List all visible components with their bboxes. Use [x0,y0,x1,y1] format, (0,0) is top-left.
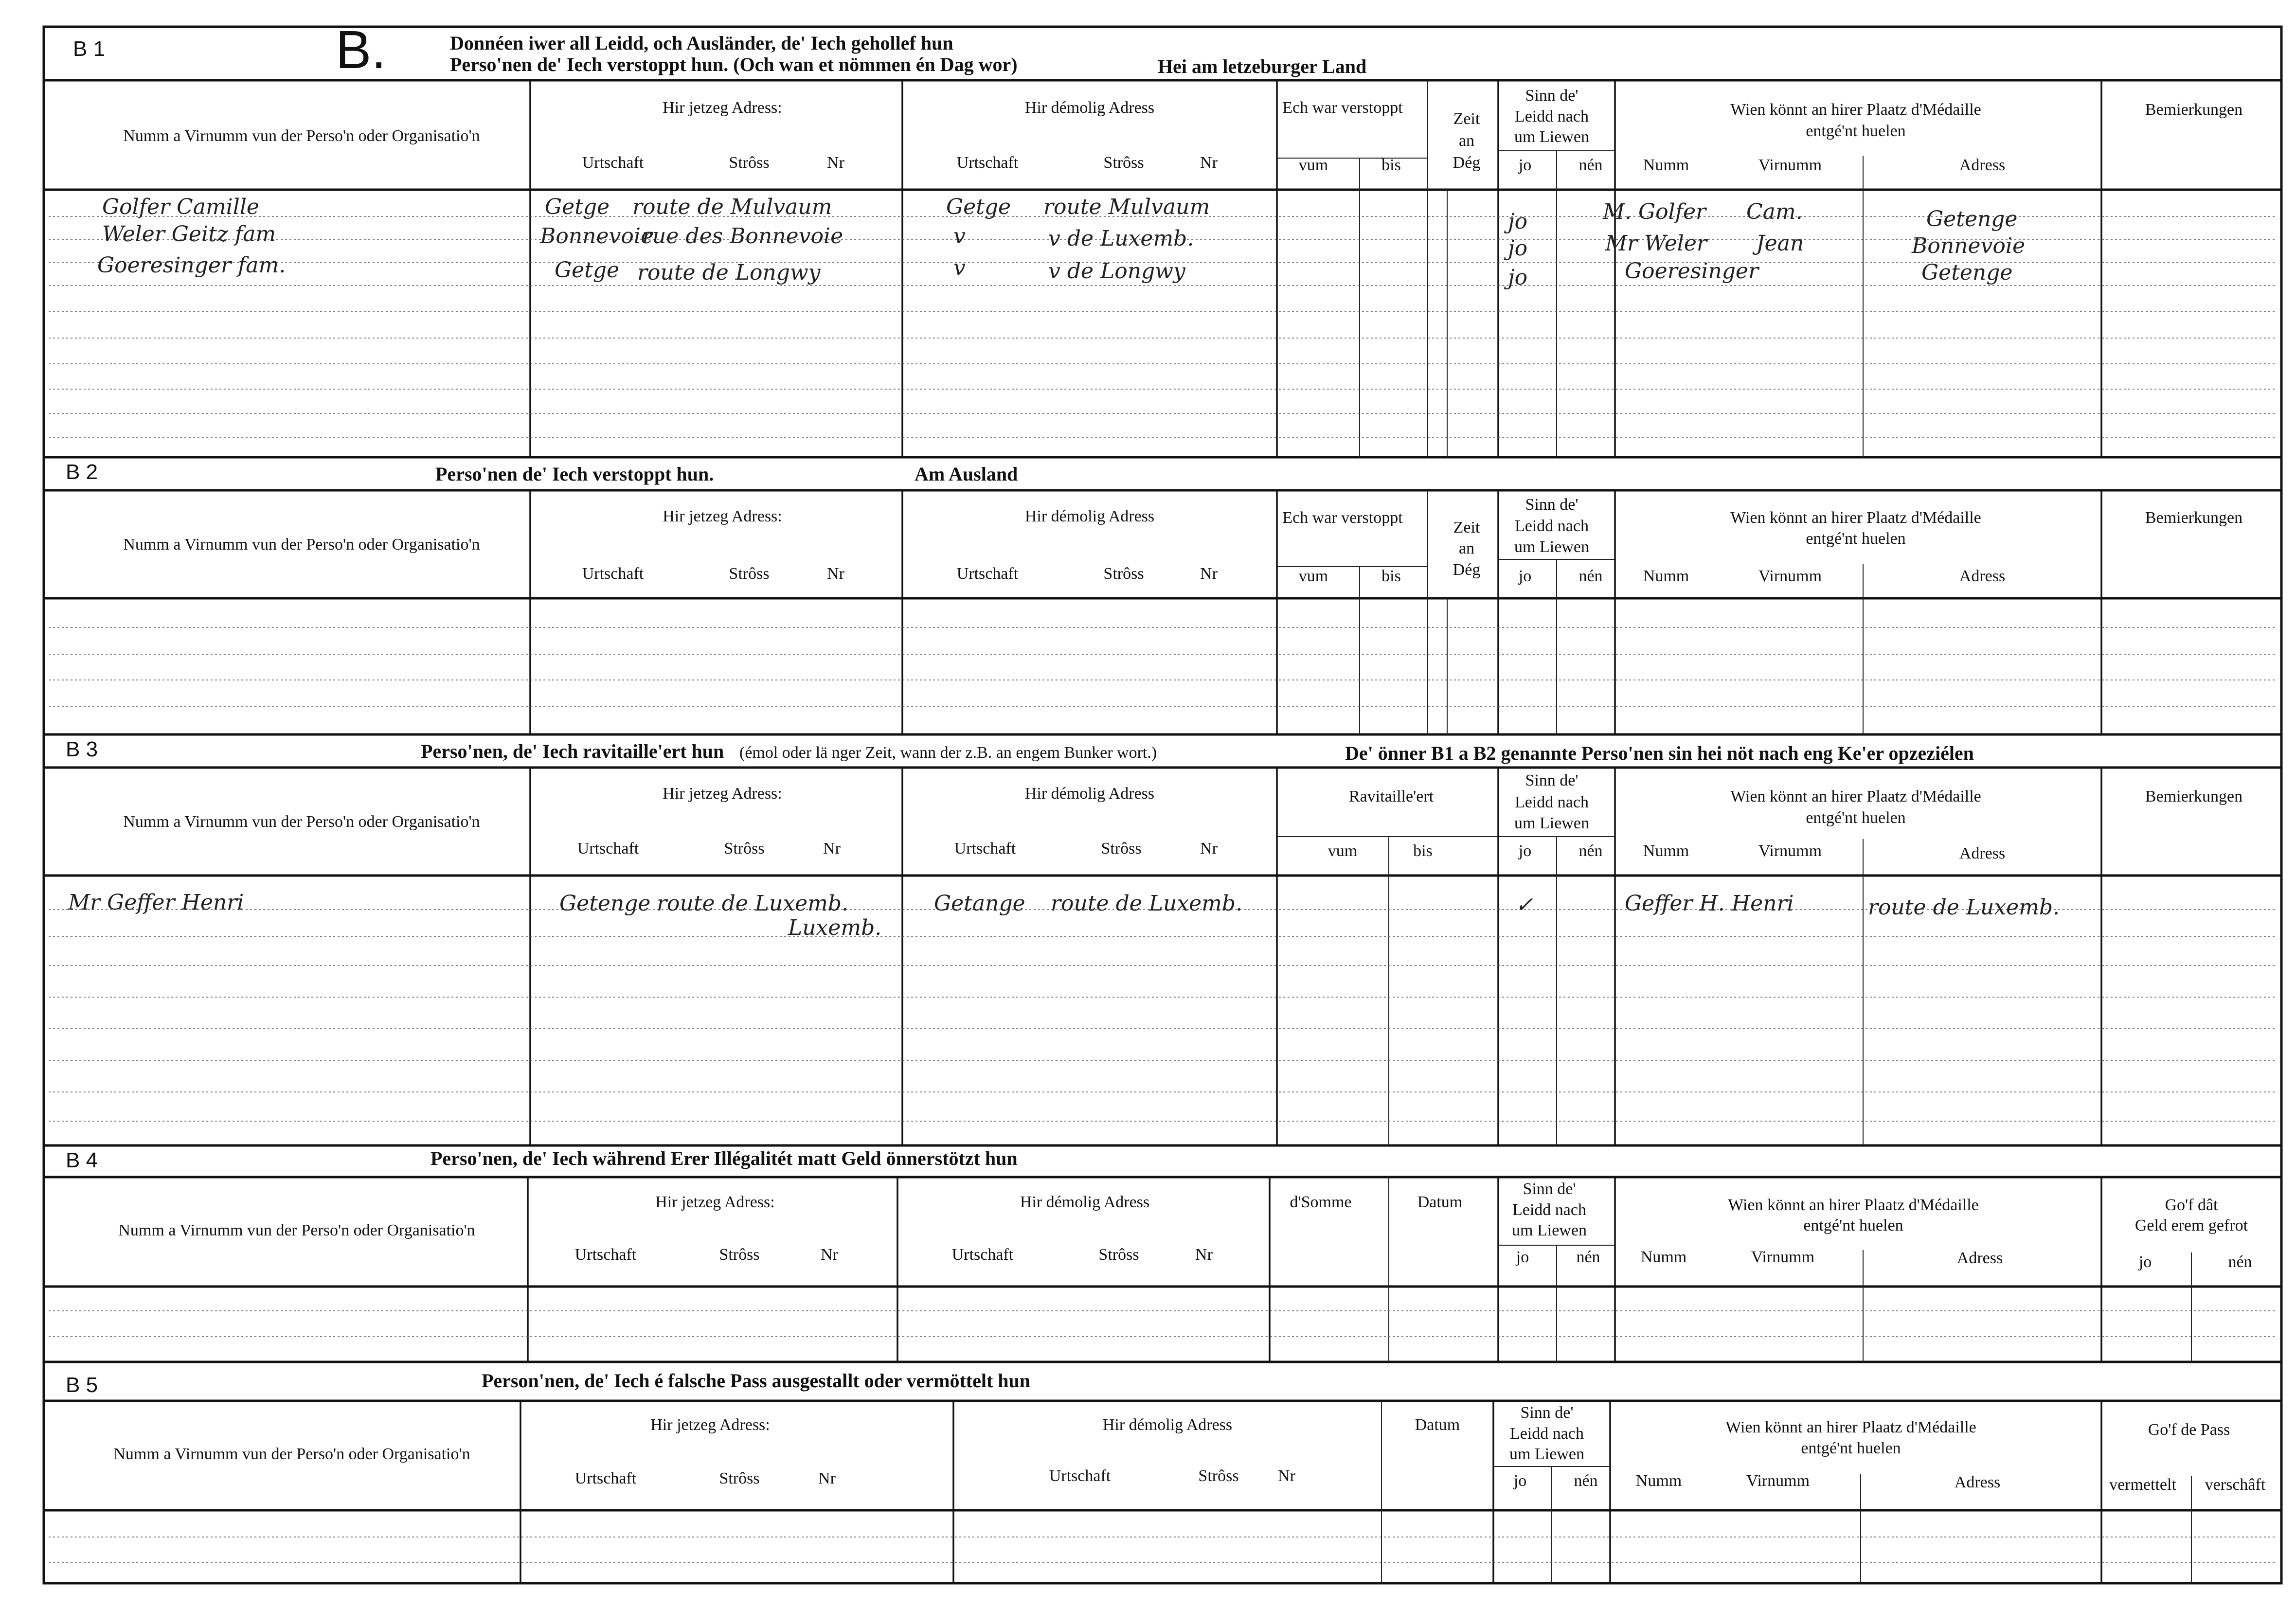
b4-nr-1: Nr [821,1246,838,1264]
b1-row2-name: Weler Geitz fam [102,222,276,247]
b3-medal-header-1: Wien könnt an hirer Plaatz d'Médaille [1730,787,1981,805]
b3-stross-2: Strôss [1101,840,1142,858]
b1-vum: vum [1298,156,1328,174]
b4-former-address-header: Hir démolig Adress [1020,1193,1150,1211]
b3-nr-1: Nr [823,840,841,858]
b4-numm: Numm [1640,1248,1687,1266]
b2-former-address-header: Hir démolig Adress [1024,507,1155,525]
b1-row1-medal-addr: Getenge [1926,207,2018,232]
b3-row1-old-town: Getange [934,891,1025,916]
b3-medal-header-2: entgé'nt huelen [1806,809,1906,827]
b4-medal-header-1: Wien könnt an hirer Plaatz d'Médaille [1728,1196,1979,1214]
b1-row3-name: Goeresinger fam. [97,253,286,278]
section-b2 [44,460,2281,734]
b2-vum: vum [1298,567,1328,585]
b3-adress: Adress [1959,844,2006,862]
b3-former-address-header: Hir démolig Adress [1024,785,1155,803]
b5-medal-header-2: entgé'nt huelen [1801,1439,1901,1457]
b1-row1-old-town: Getge [946,195,1011,219]
b2-numm: Numm [1643,567,1689,585]
b4-nen: nén [1576,1248,1600,1266]
b1-bis: bis [1381,156,1401,174]
b1-row3-old-street: v de Longwy [1048,259,1185,284]
b3-alive-header-3: um Liewen [1514,814,1589,832]
b2-jo: jo [1518,567,1532,585]
b3-row-1 [68,890,2060,940]
section-code-b4: B 4 [66,1148,98,1172]
section-code-b3: B 3 [66,737,98,761]
b1-row3-alive: jo [1508,265,1528,290]
b5-made: verschâft [2205,1476,2266,1494]
b1-alive-header-3: um Liewen [1514,128,1589,146]
b2-alive-header-1: Sinn de' [1525,496,1578,514]
b3-stross-1: Strôss [724,840,765,858]
section-code-b1: B 1 [73,37,106,61]
b1-row2-medal-name: Mr Weler [1605,231,1707,256]
b4-alive-header-2: Leidd nach [1512,1201,1586,1219]
b1-row-2 [102,222,2025,261]
section-code-b2: B 2 [66,460,98,484]
b1-alive-header-1: Sinn de' [1525,87,1578,105]
b3-row1-alive: ✓ [1515,893,1533,917]
b1-row2-old-town: v [953,224,966,249]
b2-nen: nén [1578,567,1603,585]
b3-row1-cur-street2: Luxemb. [788,915,882,940]
b3-row1-name: Mr Geffer Henri [68,890,244,915]
b4-alive-header-3: um Liewen [1512,1221,1587,1239]
b1-row1-medal-first: Cam. [1746,199,1803,224]
section-b1 [44,20,2281,457]
b1-row1-alive: jo [1508,209,1528,234]
b1-row1-medal-name: M. Golfer [1603,199,1706,224]
b2-adress: Adress [1959,567,2006,585]
b5-alive-header-2: Leidd nach [1510,1425,1584,1443]
b3-row1-medal-addr: route de Luxemb. [1868,895,2060,920]
b3-alive-header-1: Sinn de' [1525,771,1578,789]
b1-days-header-2: an [1458,132,1475,150]
b1-urtschaft-2: Urtschaft [956,154,1019,172]
b5-stross-1: Strôss [719,1469,760,1487]
b3-row1-cur-street: route de Luxemb. [657,891,849,916]
b5-numm: Numm [1635,1472,1682,1490]
b3-urtschaft-1: Urtschaft [577,840,639,858]
b5-jo: jo [1513,1472,1527,1490]
b4-returned-header-2: Geld erem gefrot [2135,1216,2248,1234]
section-b4 [44,1147,2281,1362]
b4-title: Perso'nen, de' Iech während Erer Illégalitét matt Geld önnerstötzt hun [430,1147,1018,1169]
b5-urtschaft-2: Urtschaft [1049,1467,1111,1485]
b1-nen: nén [1578,156,1603,174]
b3-title: Perso'nen, de' Iech ravitaille'ert hun [421,740,724,762]
b2-virnumm: Virnumm [1758,567,1822,585]
b3-urtschaft-2: Urtschaft [954,840,1016,858]
b4-jo: jo [1516,1248,1529,1266]
b3-row1-old-street: route de Luxemb. [1051,891,1243,916]
b2-alive-header-2: Leidd nach [1515,517,1589,535]
b1-row2-alive: jo [1508,236,1528,261]
b1-virnumm: Virnumm [1758,156,1822,174]
b5-name-header: Numm a Virnumm vun der Perso'n oder Organisatio'n [113,1445,470,1463]
b1-adress: Adress [1959,156,2006,174]
form-letter: B. [336,20,386,80]
b1-medal-header-2: entgé'nt huelen [1806,122,1906,140]
b1-days-header-1: Zeit [1453,110,1480,128]
b1-row1-old-street: route Mulvaum [1043,195,1210,219]
b4-adress: Adress [1956,1249,2003,1267]
b5-date-header: Datum [1415,1416,1460,1434]
b4-current-address-header: Hir jetzeg Adress: [655,1193,775,1211]
b2-days-header-2: an [1458,539,1475,557]
b1-medal-header-1: Wien könnt an hirer Plaatz d'Médaille [1730,101,1981,119]
b5-mediated: vermettelt [2109,1476,2176,1494]
b1-title-line2: Perso'nen de' Iech verstoppt hun. (Och wan et nömmen én Dag wor) [450,54,1018,75]
b4-date-header: Datum [1417,1193,1463,1211]
b3-alive-header-2: Leidd nach [1515,793,1589,811]
b2-remarks-header: Bemierkungen [2145,509,2243,527]
b2-nr-1: Nr [827,565,844,583]
b1-row2-cur-town: Bonnevoie [540,224,653,249]
b2-stross-1: Strôss [729,565,770,583]
b5-virnumm: Virnumm [1746,1472,1810,1490]
b1-row2-old-street: v de Luxemb. [1048,226,1194,251]
b2-nr-2: Nr [1200,565,1218,583]
b5-urtschaft-1: Urtschaft [574,1469,637,1487]
b1-title-line1: Donnéen iwer all Leidd, och Ausländer, de' Iech gehollef hun [450,32,953,54]
b1-row3-cur-street: route de Longwy [637,260,821,285]
b5-former-address-header: Hir démolig Adress [1102,1416,1233,1434]
b2-urtschaft-2: Urtschaft [956,565,1019,583]
b2-days-header-3: Dég [1453,561,1481,579]
b5-nr-1: Nr [818,1469,836,1487]
b4-medal-header-2: entgé'nt huelen [1803,1216,1903,1234]
b5-medal-header-1: Wien könnt an hirer Plaatz d'Médaille [1725,1418,1976,1436]
b1-row1-cur-street: route de Mulvaum [632,195,832,219]
b5-pass-header: Go'f de Pass [2148,1421,2230,1439]
b2-urtschaft-1: Urtschaft [582,565,644,583]
b5-alive-header-1: Sinn de' [1520,1404,1574,1422]
b1-name-header: Numm a Virnumm vun der Perso'n oder Organisatio'n [123,127,480,145]
b3-title-note-b: De' önner B1 a B2 genannte Perso'nen sin hei nöt nach eng Ke'er opzeziélen [1345,742,1974,764]
b2-title-location: Am Ausland [915,463,1018,485]
b1-remarks-header: Bemierkungen [2145,101,2243,119]
b2-title: Perso'nen de' Iech verstoppt hun. [435,463,714,485]
b1-row1-cur-town: Getge [545,195,610,219]
b2-medal-header-1: Wien könnt an hirer Plaatz d'Médaille [1730,509,1981,527]
b3-row1-cur-town: Getenge [559,891,651,916]
b1-nr-2: Nr [1200,154,1218,172]
b5-nr-2: Nr [1278,1467,1295,1485]
b2-alive-header-3: um Liewen [1514,538,1589,556]
b2-name-header: Numm a Virnumm vun der Perso'n oder Organisatio'n [123,536,480,554]
b3-numm: Numm [1643,842,1689,860]
section-b3 [44,737,2281,1145]
b1-row3-old-town: v [953,255,966,280]
b4-alive-header-1: Sinn de' [1523,1180,1576,1198]
b1-row1-name: Golfer Camille [102,195,259,219]
b4-returned-header-1: Go'f dât [2165,1196,2218,1214]
b1-stross-1: Strôss [729,154,770,172]
b1-current-address-header: Hir jetzeg Adress: [663,99,782,117]
b1-row-3 [97,253,2012,290]
b2-medal-header-2: entgé'nt huelen [1806,530,1906,548]
b3-nen: nén [1578,842,1603,860]
b1-title-location: Hei am letzeburger Land [1158,55,1367,77]
b1-row3-medal-addr: Getenge [1921,260,2013,285]
b4-virnumm: Virnumm [1751,1248,1815,1266]
b2-days-header-1: Zeit [1453,518,1480,536]
b4-sum-header: d'Somme [1290,1193,1352,1211]
b1-stross-2: Strôss [1103,154,1144,172]
b4-urtschaft-1: Urtschaft [574,1246,637,1264]
b1-hidden-header: Ech war verstoppt [1282,99,1403,117]
b3-jo: jo [1518,842,1532,860]
b3-row1-medal-name: Geffer H. Henri [1625,891,1794,916]
section-b5 [44,1370,2281,1583]
b1-row2-medal-addr: Bonnevoie [1912,233,2025,258]
b5-nen: nén [1574,1472,1598,1490]
b1-nr-1: Nr [827,154,844,172]
b1-alive-header-2: Leidd nach [1515,107,1589,125]
b1-row3-cur-town: Getge [555,258,620,283]
b4-stross-1: Strôss [719,1246,760,1264]
b5-stross-2: Strôss [1198,1467,1239,1485]
b5-alive-header-3: um Liewen [1509,1445,1584,1463]
b4-stross-2: Strôss [1098,1246,1139,1264]
b4-returned-nen: nén [2228,1253,2252,1271]
b1-former-address-header: Hir démolig Adress [1024,99,1155,117]
b3-virnumm: Virnumm [1758,842,1822,860]
b1-row3-medal-name: Goeresinger [1625,259,1758,284]
b1-row2-cur-street: rue des Bonnevoie [642,224,843,249]
b5-current-address-header: Hir jetzeg Adress: [650,1416,770,1434]
section-code-b5: B 5 [66,1373,98,1397]
b1-days-header-3: Dég [1453,154,1481,172]
b3-remarks-header: Bemierkungen [2145,787,2243,805]
b1-row2-medal-first: Jean [1756,231,1804,256]
b1-jo: jo [1518,156,1532,174]
b3-current-address-header: Hir jetzeg Adress: [663,785,782,803]
b3-name-header: Numm a Virnumm vun der Perso'n oder Organisatio'n [123,813,480,831]
b1-urtschaft-1: Urtschaft [582,154,644,172]
b4-nr-2: Nr [1195,1246,1213,1264]
b4-urtschaft-2: Urtschaft [951,1246,1014,1264]
b3-supplied-header: Ravitaille'ert [1348,787,1434,805]
b3-title-note: (émol oder lä nger Zeit, wann der z.B. an engem Bunker wort.) [739,744,1157,762]
b2-stross-2: Strôss [1103,565,1144,583]
b4-returned-jo: jo [2138,1253,2152,1271]
b2-hidden-header: Ech war verstoppt [1282,509,1403,527]
b3-vum: vum [1327,842,1358,860]
b2-bis: bis [1381,567,1401,585]
b5-adress: Adress [1954,1473,2001,1491]
b2-current-address-header: Hir jetzeg Adress: [663,507,782,525]
b3-nr-2: Nr [1200,840,1218,858]
b4-name-header: Numm a Virnumm vun der Perso'n oder Organisatio'n [118,1221,475,1239]
b1-numm: Numm [1643,156,1689,174]
b5-title: Person'nen, de' Iech é falsche Pass ausgestallt oder vermöttelt hun [482,1370,1031,1392]
b3-bis: bis [1413,842,1433,860]
